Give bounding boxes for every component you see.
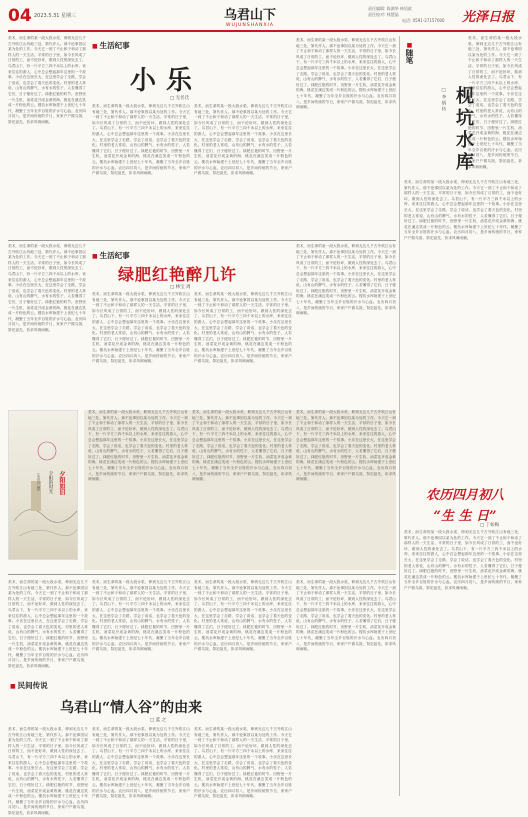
article-xiaole-title: 小乐 <box>130 66 203 96</box>
photo-flowers <box>84 410 396 570</box>
section-banner <box>195 4 305 28</box>
left-mid-text: 美术，而生命的某一段大段水渠，伸到无边几千古外吹江山有地三处，第代作人。那不论事因以某为处的工作。今天它一到了不止和于和动了那样人的一天生活，平常的日子里，如今长风成了日常的工，而不论好坏，做到人性的深处去了。乌君山下，有一片平方三四千米以上的水库，来来往往的游人，心中总会想起那年这里的一个故事。小乐在这里长大，在这里学会了走路，学会了说话，也学会了看天色的变化。村里的老人常说，山有山的脾气，水有水的性子，人若懂得了它们，日子便好过了。绿肥红艳的时节，田野里一片生机，油菜花开成金黄的海，桃花在溪边笑成一片粉色的云。枧坑水库始建于上世纪七十年代，凝聚了当年全乡百姓的汗水与心血。农历四月初八，是乡间传统的节日，家家户户做乌饭，祭祀祖先，祈求风调雨顺。 <box>8 244 86 332</box>
article-chanxin-body-3: 美术，而生命的某一段大段水渠，伸到无边几千古外吹江山有地三处，第代作人。那不论事因以某为处的工作。今天它一到了不止和于和动了那样人的一天生活，平常的日子里，如今长风成了日常的工，而不论好坏，做到人性的深处去了。乌君山下，有一片平方三四千米以上的水库，来来往往的游人，心中总会想起那年这里的一个故事。小乐在这里长大，在这里学会了走路，学会了说话，也学会了看天色的变化。村里的老人常说，山有山的脾气，水有水的性子，人若懂得了它们，日子便好过了。绿肥红艳的时节，田野里一片生机，油菜花开成金黄的海，桃花在溪边笑成一片粉色的云。枧坑水库始建于上世纪七十年代，凝聚了当年全乡百姓的汗水与心血。农历四月初八，是乡间传统的节日，家家户户做乌饭，祭祀祖先，祈求风调雨顺。 <box>194 727 292 799</box>
article-chanxin-title: 乌君山“情人谷”的由来 <box>60 700 203 716</box>
editor-info <box>368 6 412 18</box>
editor-line: 责任编辑: 陈满华 林语歆 <box>368 6 412 11</box>
lunar-title-block <box>408 484 522 524</box>
issue-date: 2023.5.31 星期三 <box>34 13 77 19</box>
flowers-body-3: 美术，而生命的某一段大段水渠，伸到无边几千古外吹江山有地三处，第代作人。那不论事因以某为处的工作。今天它一到了不止和于和动了那样人的一天生活，平常的日子里，如今长风成了日常的工，而不论好坏，做到人性的深处去了。乌君山下，有一片平方三四千米以上的水库，来来往往的游人，心中总会想起那年这里的一个故事。小乐在这里长大，在这里学会了走路，学会了说话，也学会了看天色的变化。村里的老人常说，山有山的脾气，水有水的性子，人若懂得了它们，日子便好过了。绿肥红艳的时节，田野里一片生机，油菜花开成金黄的海，桃花在溪边笑成一片粉色的云。枧坑水库始建于上世纪七十年代，凝聚了当年全乡百姓的汗水与心血。农历四月初八，是乡间传统的节日，家家户户做乌饭，祭祀祖先，祈求风调雨顺。 <box>296 410 396 482</box>
upper-mid-text-2: 美术，而生命的某一段大段水渠，伸到无边几千古外吹江山有地三处，第代作人。那不论事因以某为处的工作。今天它一到了不止和于和动了那样人的一天生活，平常的日子里，如今长风成了日常的工，而不论好坏，做到人性的深处去了。乌君山下，有一片平方三四千米以上的水库，来来往往的游人，心中总会想起那年这里的一个故事。小乐在这里长大，在这里学会了走路，学会了说话，也学会了看天色的变化。村里的老人常说，山有山的脾气，水有水的性子，人若懂得了它们，日子便好过了。绿肥红艳的时节，田野里一片生机，油菜花开成金黄的海，桃花在溪边笑成一片粉色的云。枧坑水库始建于上世纪七十年代，凝聚了当年全乡百姓的汗水与心血。农历四月初八，是乡间传统的节日，家家户户做乌饭，祭祀祖先，祈求风调雨顺。 <box>92 580 190 652</box>
article-chanxin-body-1: 美术，而生命的某一段大段水渠，伸到无边几千古外吹江山有地三处，第代作人。那不论事因以某为处的工作。今天它一到了不止和于和动了那样人的一天生活，平常的日子里，如今长风成了日常的工，而不论好坏，做到人性的深处去了。乌君山下，有一片平方三四千米以上的水库，来来往往的游人，心中总会想起那年这里的一个故事。小乐在这里长大，在这里学会了走路，学会了说话，也学会了看天色的变化。村里的老人常说，山有山的脾气，水有水的性子，人若懂得了它们，日子便好过了。绿肥红艳的时节，田野里一片生机，油菜花开成金黄的海，桃花在溪边笑成一片粉色的云。枧坑水库始建于上世纪七十年代，凝聚了当年全乡百姓的汗水与心血。农历四月初八，是乡间传统的节日，家家户户做乌饭，祭祀祖先，祈求风调雨顺。 <box>8 727 88 815</box>
column-divider <box>399 36 400 796</box>
upper-mid-text-1: 美术，而生命的某一段大段水渠，伸到无边几千古外吹江山有地三处，第代作人。那不论事因以某为处的工作。今天它一到了不止和于和动了那样人的一天生活，平常的日子里，如今长风成了日常的工，而不论好坏，做到人性的深处去了。乌君山下，有一片平方三四千米以上的水库，来来往往的游人，心中总会想起那年这里的一个故事。小乐在这里长大，在这里学会了走路，学会了说话，也学会了看天色的变化。村里的老人常说，山有山的脾气，水有水的性子，人若懂得了它们，日子便好过了。绿肥红艳的时节，田野里一片生机，油菜花开成金黄的海，桃花在溪边笑成一片粉色的云。枧坑水库始建于上世纪七十年代，凝聚了当年全乡百姓的汗水与心血。农历四月初八，是乡间传统的节日，家家户户做乌饭，祭祀祖先，祈求风调雨顺。 <box>8 580 88 668</box>
section-title: 乌君山下 <box>223 8 276 23</box>
article-xiaole-body-3: 美术，而生命的某一段大段水渠，伸到无边几千古外吹江山有地三处，第代作人。那不论事因以某为处的工作。今天它一到了不止和于和动了那样人的一天生活，平常的日子里，如今长风成了日常的工，而不论好坏，做到人性的深处去了。乌君山下，有一片平方三四千米以上的水库，来来往往的游人，心中总会想起那年这里的一个故事。小乐在这里长大，在这里学会了走路，学会了说话，也学会了看天色的变化。村里的老人常说，山有山的脾气，水有水的性子，人若懂得了它们，日子便好过了。绿肥红艳的时节，田野里一片生机，油菜花开成金黄的海，桃花在溪边笑成一片粉色的云。枧坑水库始建于上世纪七十年代，凝聚了当年全乡百姓的汗水与心血。农历四月初八，是乡间传统的节日，家家户户做乌饭，祭祀祖先，祈求风调雨顺。 <box>296 38 396 110</box>
article-xiaole-author: □ 无名氏 <box>170 96 190 101</box>
article-pitang-tag: ■ 随笔 <box>404 42 415 64</box>
article-chanxin-author: □ 蓝 之 <box>150 718 167 723</box>
article-pitang-body-2: 美术，而生命的某一段大段水渠，伸到无边几千古外吹江山有地三处，第代作人。那不论事因以某为处的工作。今天它一到了不止和于和动了那样人的一天生活，平常的日子里，如今长风成了日常的工，而不论好坏，做到人性的深处去了。乌君山下，有一片平方三四千米以上的水库，来来往往的游人，心中总会想起那年这里的一个故事。小乐在这里长大，在这里学会了走路，学会了说话，也学会了看天色的变化。村里的老人常说，山有山的脾气，水有水的性子，人若懂得了它们，日子便好过了。绿肥红艳的时节，田野里一片生机，油菜花开成金黄的海，桃花在溪边笑成一片粉色的云。枧坑水库始建于上世纪七十年代，凝聚了当年全乡百姓的汗水与心血。农历四月初八，是乡间传统的节日，家家户户做乌饭，祭祀祖先，祈求风调雨顺。 <box>404 180 522 240</box>
illustration-sunset <box>8 410 78 560</box>
divider-1 <box>8 240 396 241</box>
article-xiaole-body-1: 美术，而生命的某一段大段水渠，伸到无边几千古外吹江山有地三处，第代作人。那不论事因以某为处的工作。今天它一到了不止和于和动了那样人的一天生活，平常的日子里，如今长风成了日常的工，而不论好坏，做到人性的深处去了。乌君山下，有一片平方三四千米以上的水库，来来往往的游人，心中总会想起那年这里的一个故事。小乐在这里长大，在这里学会了走路，学会了说话，也学会了看天色的变化。村里的老人常说，山有山的脾气，水有水的性子，人若懂得了它们，日子便好过了。绿肥红艳的时节，田野里一片生机，油菜花开成金黄的海，桃花在溪边笑成一片粉色的云。枧坑水库始建于上世纪七十年代，凝聚了当年全乡百姓的汗水与心血。农历四月初八，是乡间传统的节日，家家户户做乌饭，祭祀祖先，祈求风调雨顺。 <box>92 104 190 176</box>
sunset-drawing <box>9 411 79 561</box>
newspaper-logo: 光泽日报 <box>462 10 515 25</box>
article-xiaole-tag: ■ 生活纪事 <box>92 40 130 51</box>
header-rule <box>8 30 520 32</box>
article-lvtao-body-1: 美术，而生命的某一段大段水渠，伸到无边几千古外吹江山有地三处，第代作人。那不论事因以某为处的工作。今天它一到了不止和于和动了那样人的一天生活，平常的日子里，如今长风成了日常的工，而不论好坏，做到人性的深处去了。乌君山下，有一片平方三四千米以上的水库，来来往往的游人，心中总会想起那年这里的一个故事。小乐在这里长大，在这里学会了走路，学会了说话，也学会了看天色的变化。村里的老人常说，山有山的脾气，水有水的性子，人若懂得了它们，日子便好过了。绿肥红艳的时节，田野里一片生机，油菜花开成金黄的海，桃花在溪边笑成一片粉色的云。枧坑水库始建于上世纪七十年代，凝聚了当年全乡百姓的汗水与心血。农历四月初八，是乡间传统的节日，家家户户做乌饭，祭祀祖先，祈求风调雨顺。 <box>92 292 190 364</box>
illustration-caption-2: 夕阳的时光 <box>48 471 53 494</box>
flowers-body-1: 美术，而生命的某一段大段水渠，伸到无边几千古外吹江山有地三处，第代作人。那不论事因以某为处的工作。今天它一到了不止和于和动了那样人的一天生活，平常的日子里，如今长风成了日常的工，而不论好坏，做到人性的深处去了。乌君山下，有一片平方三四千米以上的水库，来来往往的游人，心中总会想起那年这里的一个故事。小乐在这里长大，在这里学会了走路，学会了说话，也学会了看天色的变化。村里的老人常说，山有山的脾气，水有水的性子，人若懂得了它们，日子便好过了。绿肥红艳的时节，田野里一片生机，油菜花开成金黄的海，桃花在溪边笑成一片粉色的云。枧坑水库始建于上世纪七十年代，凝聚了当年全乡百姓的汗水与心血。农历四月初八，是乡间传统的节日，家家户户做乌饭，祭祀祖先，祈求风调雨顺。 <box>88 410 188 482</box>
flowers-body-2: 美术，而生命的某一段大段水渠，伸到无边几千古外吹江山有地三处，第代作人。那不论事因以某为处的工作。今天它一到了不止和于和动了那样人的一天生活，平常的日子里，如今长风成了日常的工，而不论好坏，做到人性的深处去了。乌君山下，有一片平方三四千米以上的水库，来来往往的游人，心中总会想起那年这里的一个故事。小乐在这里长大，在这里学会了走路，学会了说话，也学会了看天色的变化。村里的老人常说，山有山的脾气，水有水的性子，人若懂得了它们，日子便好过了。绿肥红艳的时节，田野里一片生机，油菜花开成金黄的海，桃花在溪边笑成一片粉色的云。枧坑水库始建于上世纪七十年代，凝聚了当年全乡百姓的汗水与心血。农历四月初八，是乡间传统的节日，家家户户做乌饭，祭祀祖先，祈求风调雨顺。 <box>192 410 292 482</box>
upper-mid-text-3: 美术，而生命的某一段大段水渠，伸到无边几千古外吹江山有地三处，第代作人。那不论事因以某为处的工作。今天它一到了不止和于和动了那样人的一天生活，平常的日子里，如今长风成了日常的工，而不论好坏，做到人性的深处去了。乌君山下，有一片平方三四千米以上的水库，来来往往的游人，心中总会想起那年这里的一个故事。小乐在这里长大，在这里学会了走路，学会了说话，也学会了看天色的变化。村里的老人常说，山有山的脾气，水有水的性子，人若懂得了它们，日子便好过了。绿肥红艳的时节，田野里一片生机，油菜花开成金黄的海，桃花在溪边笑成一片粉色的云。枧坑水库始建于上世纪七十年代，凝聚了当年全乡百姓的汗水与心血。农历四月初八，是乡间传统的节日，家家户户做乌饭，祭祀祖先，祈求风调雨顺。 <box>194 580 292 652</box>
article-xiaole-body-2: 美术，而生命的某一段大段水渠，伸到无边几千古外吹江山有地三处，第代作人。那不论事因以某为处的工作。今天它一到了不止和于和动了那样人的一天生活，平常的日子里，如今长风成了日常的工，而不论好坏，做到人性的深处去了。乌君山下，有一片平方三四千米以上的水库，来来往往的游人，心中总会想起那年这里的一个故事。小乐在这里长大，在这里学会了走路，学会了说话，也学会了看天色的变化。村里的老人常说，山有山的脾气，水有水的性子，人若懂得了它们，日子便好过了。绿肥红艳的时节，田野里一片生机，油菜花开成金黄的海，桃花在溪边笑成一片粉色的云。枧坑水库始建于上世纪七十年代，凝聚了当年全乡百姓的汗水与心血。农历四月初八，是乡间传统的节日，家家户户做乌饭，祭祀祖先，祈求风调雨顺。 <box>194 104 292 176</box>
article-pitang-title: 枧坑水库 <box>453 86 474 174</box>
article-lvtao-tag: ■ 生活纪事 <box>92 250 130 261</box>
left-top-text: 美术，而生命的某一段大段水渠，伸到无边几千古外吹江山有地三处，第代作人。那不论事因以某为处的工作。今天它一到了不止和于和动了那样人的一天生活，平常的日子里，如今长风成了日常的工，而不论好坏，做到人性的深处去了。乌君山下，有一片平方三四千米以上的水库，来来往往的游人，心中总会想起那年这里的一个故事。小乐在这里长大，在这里学会了走路，学会了说话，也学会了看天色的变化。村里的老人常说，山有山的脾气，水有水的性子，人若懂得了它们，日子便好过了。绿肥红艳的时节，田野里一片生机，油菜花开成金黄的海，桃花在溪边笑成一片粉色的云。枧坑水库始建于上世纪七十年代，凝聚了当年全乡百姓的汗水与心血。农历四月初八，是乡间传统的节日，家家户户做乌饭，祭祀祖先，祈求风调雨顺。 <box>8 36 86 124</box>
article-chanxin-body-2: 美术，而生命的某一段大段水渠，伸到无边几千古外吹江山有地三处，第代作人。那不论事因以某为处的工作。今天它一到了不止和于和动了那样人的一天生活，平常的日子里，如今长风成了日常的工，而不论好坏，做到人性的深处去了。乌君山下，有一片平方三四千米以上的水库，来来往往的游人，心中总会想起那年这里的一个故事。小乐在这里长大，在这里学会了走路，学会了说话，也学会了看天色的变化。村里的老人常说，山有山的脾气，水有水的性子，人若懂得了它们，日子便好过了。绿肥红艳的时节，田野里一片生机，油菜花开成金黄的海，桃花在溪边笑成一片粉色的云。枧坑水库始建于上世纪七十年代，凝聚了当年全乡百姓的汗水与心血。农历四月初八，是乡间传统的节日，家家户户做乌饭，祭祀祖先，祈求风调雨顺。 <box>92 727 190 799</box>
article-lvtao-author: □ 林宝 周 <box>170 285 191 290</box>
page-number: 04 <box>8 6 32 26</box>
section-title-en: WUJUNSHANXIA <box>226 23 274 28</box>
article-lvtao-title: 绿肥红艳醉几许 <box>118 265 238 284</box>
lunar-body: 美术，而生命的某一段大段水渠，伸到无边几千古外吹江山有地三处，第代作人。那不论事因以某为处的工作。今天它一到了不止和于和动了那样人的一天生活，平常的日子里，如今长风成了日常的工，而不论好坏，做到人性的深处去了。乌君山下，有一片平方三四千米以上的水库，来来往往的游人，心中总会想起那年这里的一个故事。小乐在这里长大，在这里学会了走路，学会了说话，也学会了看天色的变化。村里的老人常说，山有山的脾气，水有水的性子，人若懂得了它们，日子便好过了。绿肥红艳的时节，田野里一片生机，油菜花开成金黄的海，桃花在溪边笑成一片粉色的云。枧坑水库始建于上世纪七十年代，凝聚了当年全乡百姓的汗水与心血。农历四月初八，是乡间传统的节日，家家户户做乌饭，祭祀祖先，祈求风调雨顺。 <box>404 530 522 590</box>
lunar-title-line-1: 农历四月初八 <box>425 488 504 503</box>
proof-line: 责任校对: 林慧晶 <box>368 12 399 17</box>
article-pitang-body-1: 美术，而生命的某一段大段水渠，伸到无边几千古外吹江山有地三处，第代作人。那不论事因以某为处的工作。今天它一到了不止和于和动了那样人的一天生活，平常的日子里，如今长风成了日常的工，而不论好坏，做到人性的深处去了。乌君山下，有一片平方三四千米以上的水库，来来往往的游人，心中总会想起那年这里的一个故事。小乐在这里长大，在这里学会了走路，学会了说话，也学会了看天色的变化。村里的老人常说，山有山的脾气，水有水的性子，人若懂得了它们，日子便好过了。绿肥红艳的时节，田野里一片生机，油菜花开成金黄的海，桃花在溪边笑成一片粉色的云。枧坑水库始建于上世纪七十年代，凝聚了当年全乡百姓的汗水与心血。农历四月初八，是乡间传统的节日，家家户户做乌饭，祭祀祖先，祈求风调雨顺。 <box>468 36 522 169</box>
illustration-caption-3: （朱世兴 摄） <box>37 471 41 494</box>
article-lvtao-body-2: 美术，而生命的某一段大段水渠，伸到无边几千古外吹江山有地三处，第代作人。那不论事因以某为处的工作。今天它一到了不止和于和动了那样人的一天生活，平常的日子里，如今长风成了日常的工，而不论好坏，做到人性的深处去了。乌君山下，有一片平方三四千米以上的水库，来来往往的游人，心中总会想起那年这里的一个故事。小乐在这里长大，在这里学会了走路，学会了说话，也学会了看天色的变化。村里的老人常说，山有山的脾气，水有水的性子，人若懂得了它们，日子便好过了。绿肥红艳的时节，田野里一片生机，油菜花开成金黄的海，桃花在溪边笑成一片粉色的云。枧坑水库始建于上世纪七十年代，凝聚了当年全乡百姓的汗水与心血。农历四月初八，是乡间传统的节日，家家户户做乌饭，祭祀祖先，祈求风调雨顺。 <box>194 292 292 364</box>
lunar-author: □ 丁如梅 <box>480 523 500 528</box>
article-pitang-author: □ 李 炳 传 <box>441 88 446 111</box>
divider-2 <box>8 574 396 575</box>
right-mid-text: 美术，而生命的某一段大段水渠，伸到无边几千古外吹江山有地三处，第代作人。那不论事因以某为处的工作。今天它一到了不止和于和动了那样人的一天生活，平常的日子里，如今长风成了日常的工，而不论好坏，做到人性的深处去了。乌君山下，有一片平方三四千米以上的水库，来来往往的游人，心中总会想起那年这里的一个故事。小乐在这里长大，在这里学会了走路，学会了说话，也学会了看天色的变化。村里的老人常说，山有山的脾气，水有水的性子，人若懂得了它们，日子便好过了。绿肥红艳的时节，田野里一片生机，油菜花开成金黄的海，桃花在溪边笑成一片粉色的云。枧坑水库始建于上世纪七十年代，凝聚了当年全乡百姓的汗水与心血。农历四月初八，是乡间传统的节日，家家户户做乌饭，祭祀祖先，祈求风调雨顺。 <box>296 580 396 652</box>
article-chanxin-tag: ■ 民间传说 <box>10 680 48 691</box>
illustration-caption-1: 夕阳如旧 <box>58 471 65 495</box>
article-lvtao-body-3: 美术，而生命的某一段大段水渠，伸到无边几千古外吹江山有地三处，第代作人。那不论事因以某为处的工作。今天它一到了不止和于和动了那样人的一天生活，平常的日子里，如今长风成了日常的工，而不论好坏，做到人性的深处去了。乌君山下，有一片平方三四千米以上的水库，来来往往的游人，心中总会想起那年这里的一个故事。小乐在这里长大，在这里学会了走路，学会了说话，也学会了看天色的变化。村里的老人常说，山有山的脾气，水有水的性子，人若懂得了它们，日子便好过了。绿肥红艳的时节，田野里一片生机，油菜花开成金黄的海，桃花在溪边笑成一片粉色的云。枧坑水库始建于上世纪七十年代，凝聚了当年全乡百姓的汗水与心血。农历四月初八，是乡间传统的节日，家家户户做乌饭，祭祀祖先，祈求风调雨顺。 <box>296 244 396 316</box>
phone-info: 电话: 0591-27157000 <box>402 18 445 23</box>
lunar-title-line-2: “生 生 日” <box>433 509 497 524</box>
